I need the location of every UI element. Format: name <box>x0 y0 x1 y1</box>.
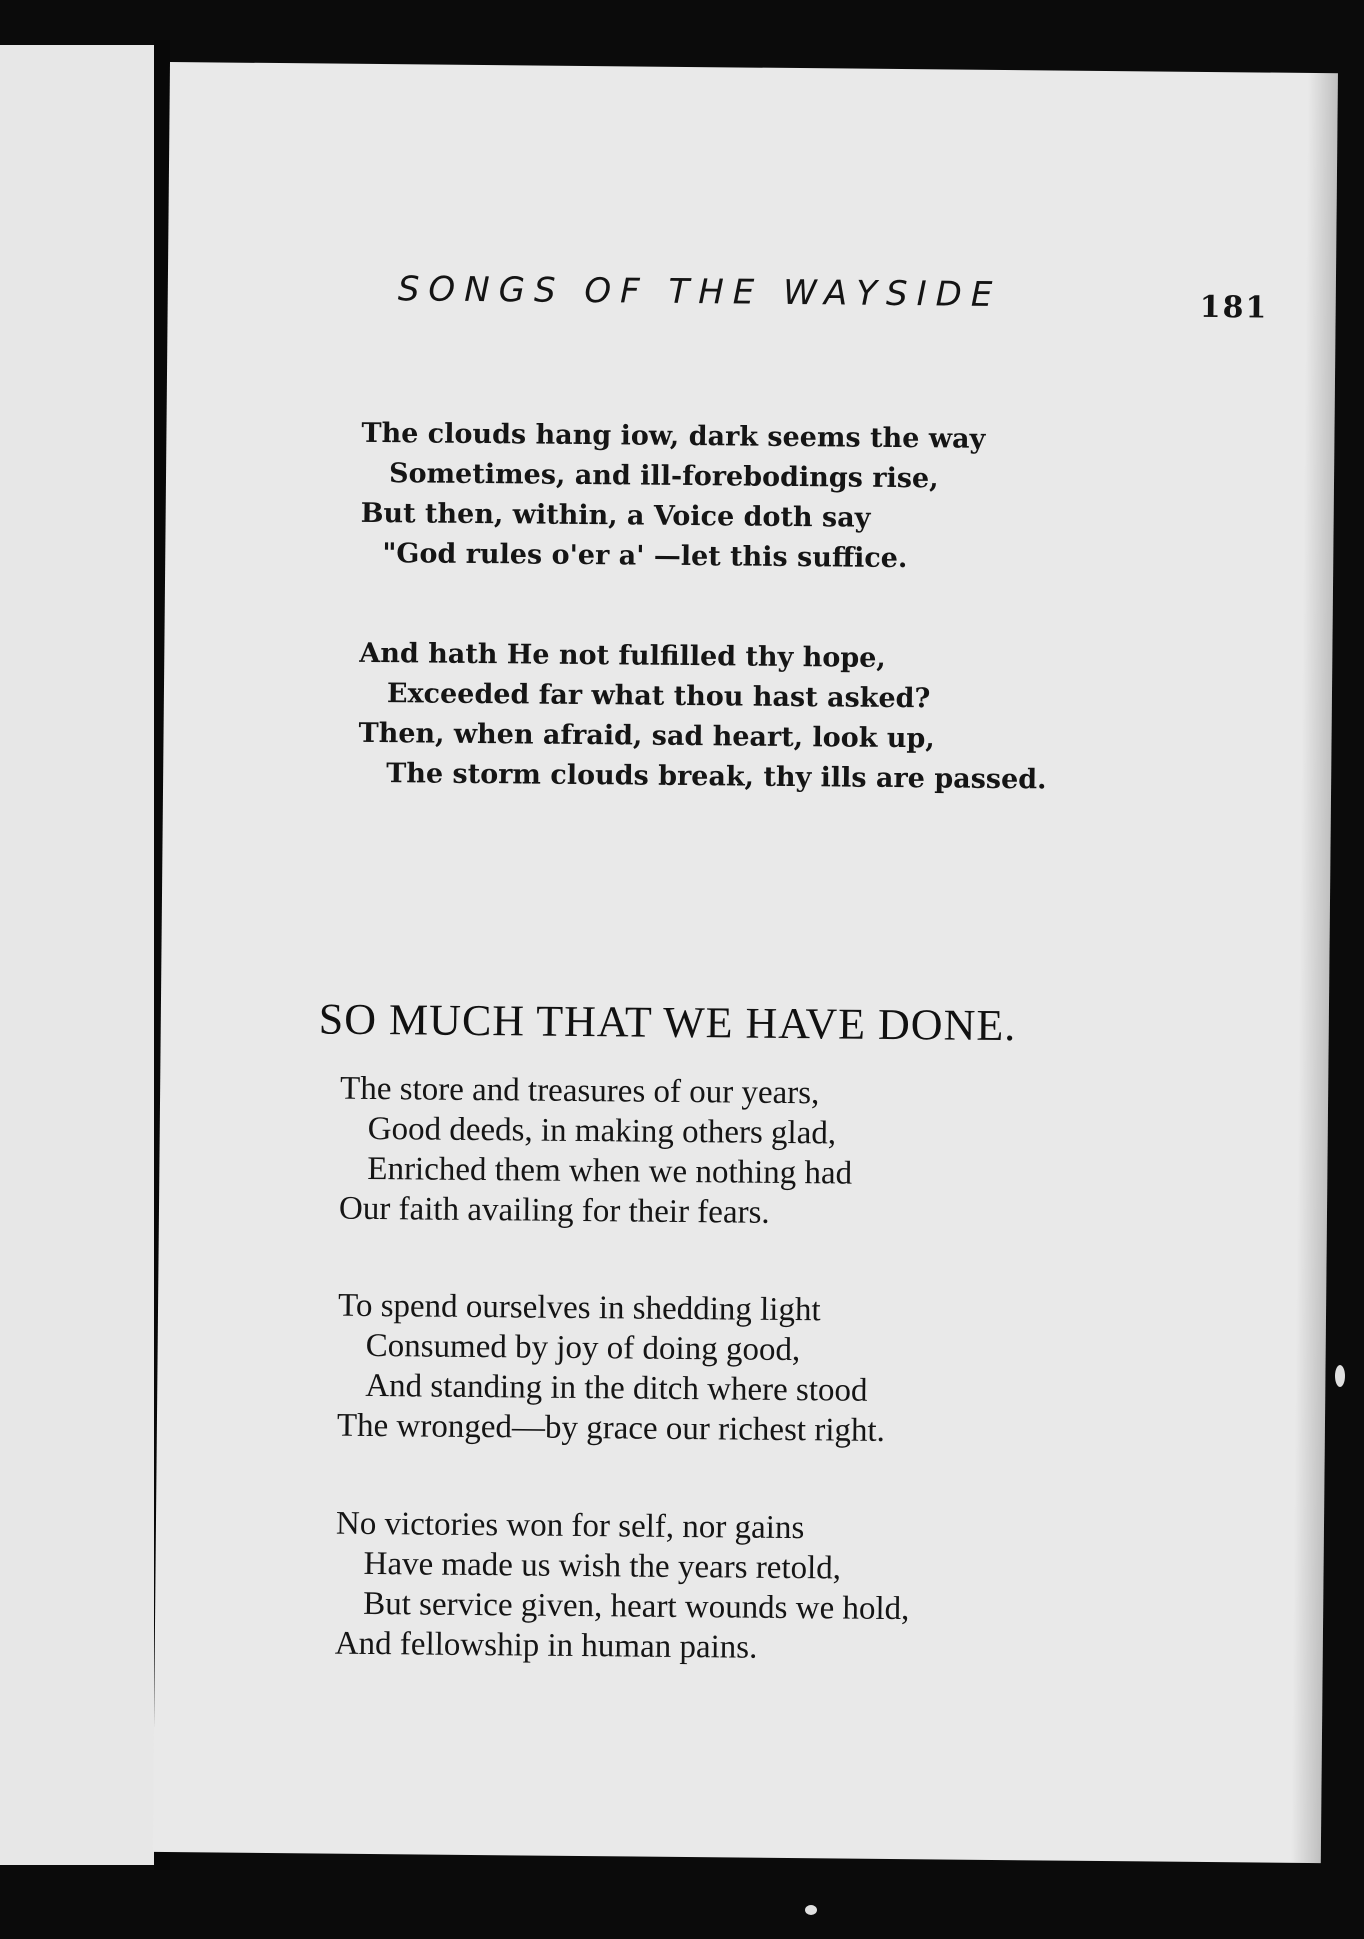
book-page <box>153 62 1338 1863</box>
stanza <box>358 634 1259 803</box>
page-number: 181 <box>1199 289 1269 326</box>
poem-line: Have made us wish the years retold, <box>363 1545 842 1587</box>
poem-line: The clouds hang iow, dark seems the way <box>361 417 986 455</box>
poem-line: The store and treasures of our years, <box>339 1070 820 1112</box>
poem-line: Enriched them when we nothing had <box>367 1150 853 1192</box>
poem-line: No victories won for self, nor gains <box>335 1505 805 1547</box>
poem-line: Exceeded far what thou hast asked? <box>386 678 931 715</box>
poem-line: The wronged—by grace our richest right. <box>336 1407 886 1449</box>
running-title: SONGS OF THE WAYSIDE <box>397 269 1002 315</box>
poem-line: Sometimes, and ill-forebodings rise, <box>388 458 939 495</box>
page-edge-shadow <box>1291 73 1338 1863</box>
scan-artifact <box>1335 1365 1345 1387</box>
poem-line: Our faith availing for their fears. <box>338 1190 770 1231</box>
poem-line: And standing in the ditch where stood <box>365 1367 868 1409</box>
poem-line: "God rules o'er a' —let this suffice. <box>382 538 908 575</box>
scan-artifact <box>805 1905 817 1915</box>
poem-line: But service given, heart wounds we hold, <box>363 1585 910 1628</box>
poem-line: But then, within, a Voice doth say <box>360 497 871 534</box>
stanza <box>337 1286 1238 1455</box>
stanza <box>360 414 1261 583</box>
poem-line: Good deeds, in making others glad, <box>367 1110 837 1152</box>
poem-line: And hath He not fulfilled thy hope, <box>359 637 886 674</box>
stanza <box>335 1504 1236 1673</box>
poem-line: To spend ourselves in shedding light <box>337 1287 821 1329</box>
stanza <box>339 1069 1240 1238</box>
poem-line: Consumed by joy of doing good, <box>365 1327 801 1369</box>
left-page-edge <box>0 45 154 1865</box>
poem-line: Then, when afraid, sad heart, look up, <box>358 717 935 755</box>
poem-title: SO MUCH THAT WE HAVE DONE. <box>318 994 1017 1051</box>
poem-line: And fellowship in human pains. <box>334 1625 758 1666</box>
poem-line: The storm clouds break, thy ills are passed. <box>386 758 1047 796</box>
